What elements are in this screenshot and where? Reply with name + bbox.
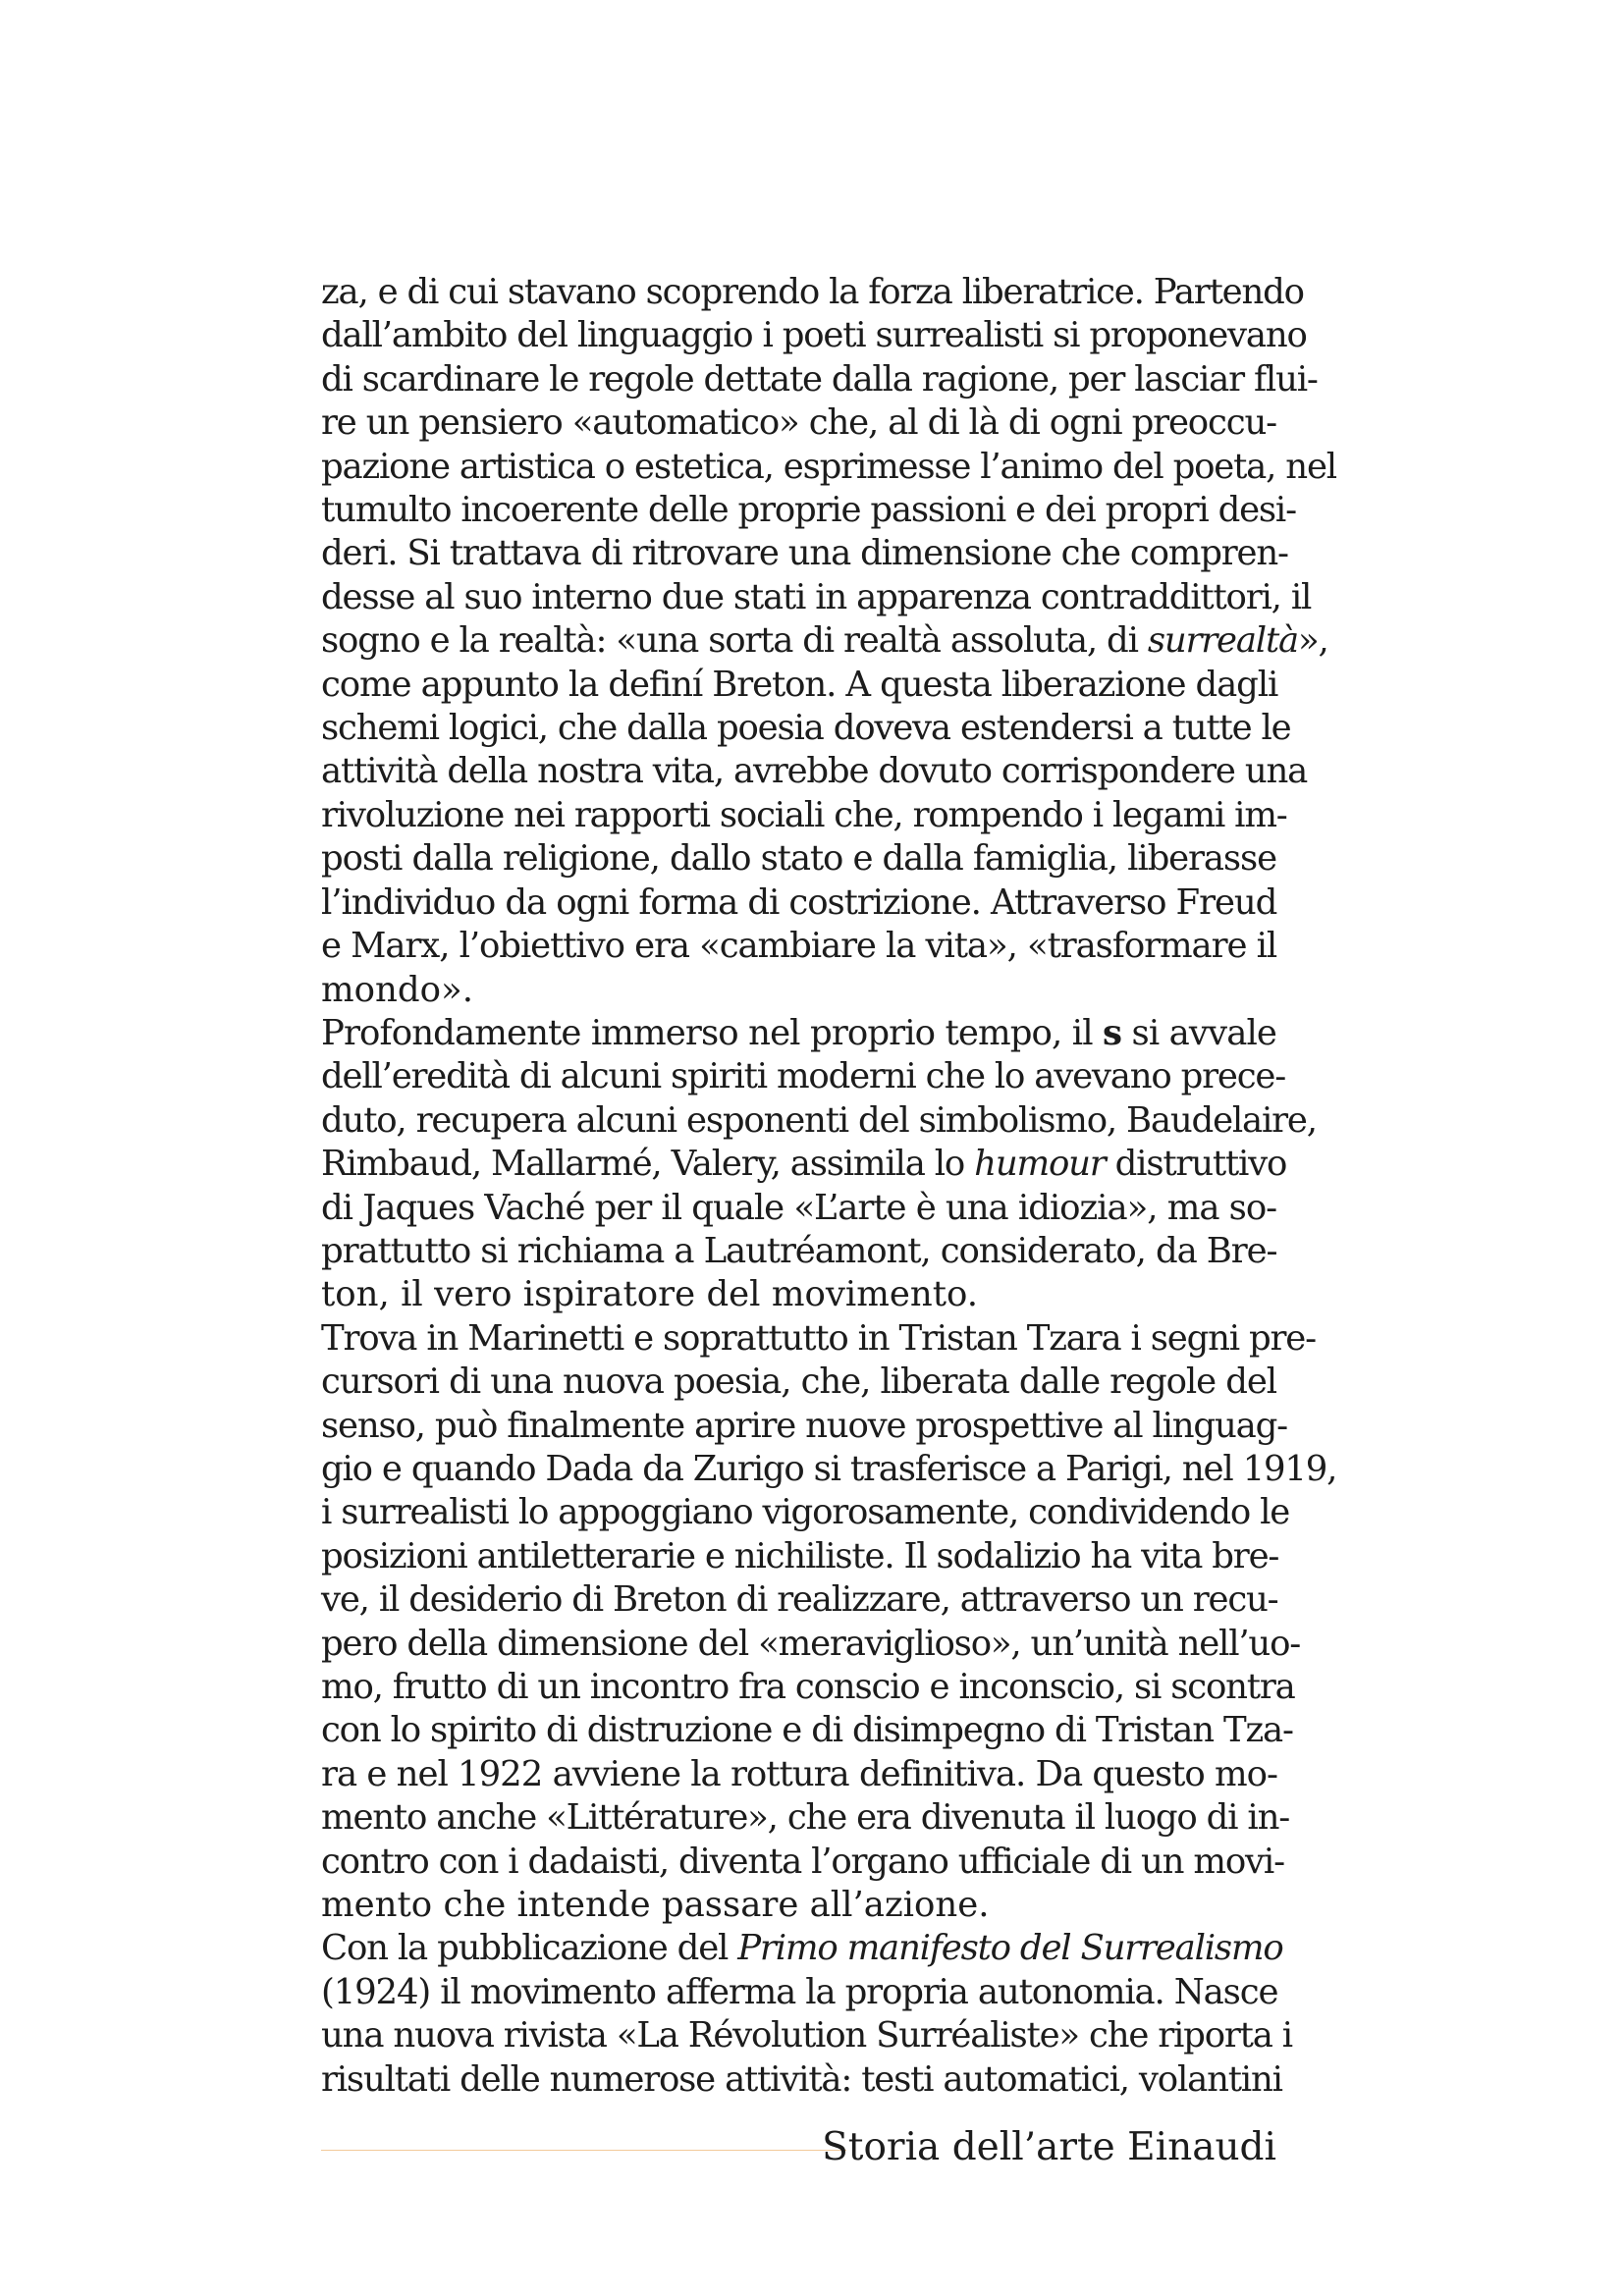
text-line: [321, 271, 1304, 314]
text-run: tumulto incoerente delle proprie passioni e dei propri desi-: [321, 490, 1296, 531]
text-line: [321, 1143, 1287, 1186]
text-run: mento anche «Littérature», che era divenuta il luogo di in-: [321, 1797, 1290, 1839]
text-line: [321, 1405, 1287, 1448]
text-run: Rimbaud, Mallarmé, Valery, assimila lo: [321, 1144, 975, 1185]
text-run: di scardinare le regole dettate dalla ragione, per lasciar flui-: [321, 358, 1318, 400]
text-line: [321, 707, 1291, 750]
text-line: [321, 1273, 1276, 1316]
text-run: pero della dimensione del «meraviglioso», un’unità nell’uo-: [321, 1623, 1301, 1664]
text-run: schemi logici, che dalla poesia doveva estendersi a tutte le: [321, 708, 1291, 749]
text-run: risultati delle numerose attività: testi automatici, volantini: [321, 2058, 1282, 2100]
text-line: [321, 925, 1276, 968]
italic-text: humour: [974, 1144, 1106, 1185]
footer-label: Storia dell’arte Einaudi: [822, 2125, 1276, 2169]
text-line: [321, 1230, 1276, 1273]
text-line: [321, 1099, 1317, 1143]
text-run: posizioni antiletterarie e nichiliste. Il sodalizio ha vita bre-: [321, 1535, 1279, 1576]
body-text: [321, 271, 1337, 2102]
text-run: desse al suo interno due stati in apparenza contraddittori, il: [321, 576, 1312, 617]
text-line: [321, 619, 1328, 663]
text-run: mo, frutto di un incontro fra conscio e inconscio, si scontra: [321, 1667, 1295, 1707]
text-run: ve, il desiderio di Breton di realizzare, attraverso un recu-: [321, 1579, 1278, 1621]
text-run: mondo».: [321, 969, 474, 1010]
text-line: [321, 1012, 1276, 1055]
text-run: attività della nostra vita, avrebbe dovuto corrispondere una: [321, 751, 1308, 792]
text-run: rivoluzione nei rapporti sociali che, rompendo i legami im-: [321, 794, 1287, 835]
text-line: [321, 1971, 1276, 2014]
text-line: [321, 2014, 1292, 2057]
text-line: [321, 532, 1288, 575]
text-run: »,: [1298, 620, 1328, 662]
text-run: l’individuo da ogni forma di costrizione. Attraverso Freud: [321, 881, 1277, 923]
text-run: una nuova rivista «La Révolution Surréaliste» che riporta i: [321, 2015, 1292, 2056]
text-run: si avvale: [1121, 1012, 1276, 1053]
text-run: distruttivo: [1105, 1144, 1287, 1185]
text-line: [321, 446, 1336, 489]
text-run: sogno e la realtà: «una sorta di realtà assoluta, di: [321, 620, 1148, 662]
bold-text: s: [1103, 1012, 1122, 1053]
text-line: [321, 1927, 1283, 1970]
text-line: [321, 1448, 1337, 1491]
text-line: [321, 664, 1276, 707]
text-run: cursori di una nuova poesia, che, liberata dalle regole del: [321, 1362, 1276, 1403]
text-run: ton, il vero ispiratore del movimento.: [321, 1274, 979, 1315]
text-run: deri. Si trattava di ritrovare una dimensione che compren-: [321, 533, 1288, 574]
text-line: [321, 1796, 1290, 1840]
text-run: posti dalla religione, dallo stato e dalla famiglia, liberasse: [321, 838, 1276, 880]
text-run: senso, può finalmente aprire nuove prospettive al linguag-: [321, 1405, 1287, 1446]
text-run: za, e di cui stavano scoprendo la forza liberatrice. Partendo: [321, 272, 1304, 312]
text-run: dall’ambito del linguaggio i poeti surrealisti si proponevano: [321, 315, 1307, 356]
text-line: [321, 1317, 1316, 1361]
text-run: prattutto si richiama a Lautréamont, considerato, da Bre-: [321, 1230, 1277, 1271]
text-run: contro con i dadaisti, diventa l’organo ufficiale di un movi-: [321, 1841, 1284, 1882]
text-run: i surrealisti lo appoggiano vigorosamente, condividendo le: [321, 1492, 1290, 1533]
text-line: [321, 969, 1276, 1012]
text-line: [321, 1666, 1295, 1709]
text-run: come appunto la definí Breton. A questa liberazione dagli: [321, 664, 1278, 705]
text-run: e Marx, l’obiettivo era «cambiare la vita», «trasformare il: [321, 926, 1277, 967]
text-line: [321, 1753, 1276, 1796]
text-line: [321, 1535, 1279, 1578]
text-line: [321, 1361, 1276, 1404]
text-run: Trova in Marinetti e soprattutto in Tristan Tzara i segni pre-: [321, 1317, 1316, 1359]
text-line: [321, 2058, 1282, 2102]
text-line: [321, 1055, 1286, 1098]
text-line: [321, 750, 1308, 793]
text-run: pazione artistica o estetica, esprimesse l’animo del poeta, nel: [321, 446, 1336, 487]
text-run: gio e quando Dada da Zurigo si trasferisce a Parigi, nel 1919,: [321, 1448, 1337, 1489]
text-line: [321, 1884, 1276, 1927]
text-run: mento che intende passare all’azione.: [321, 1885, 990, 1926]
italic-text: surrealtà: [1147, 620, 1298, 662]
text-line: [321, 1578, 1276, 1622]
text-line: [321, 314, 1307, 357]
text-run: Profondamente immerso nel proprio tempo, il: [321, 1012, 1104, 1053]
text-run: con lo spirito di distruzione e di disimpegno di Tristan Tza-: [321, 1710, 1293, 1751]
text-line: [321, 794, 1287, 837]
text-run: di Jaques Vaché per il quale «L’arte è una idiozia», ma so-: [321, 1187, 1277, 1228]
text-line: [321, 576, 1312, 619]
text-line: [321, 489, 1296, 532]
text-line: [321, 1841, 1284, 1884]
text-run: dell’eredità di alcuni spiriti moderni che lo avevano prece-: [321, 1056, 1286, 1097]
text-line: [321, 1187, 1276, 1230]
text-line: [321, 358, 1318, 401]
text-run: duto, recupera alcuni esponenti del simbolismo, Baudelaire,: [321, 1099, 1317, 1141]
text-run: re un pensiero «automatico» che, al di là di ogni preoccu-: [321, 402, 1276, 444]
text-line: [321, 837, 1276, 881]
text-run: (1924) il movimento afferma la propria autonomia. Nasce: [321, 1971, 1278, 2012]
footer-rule: [321, 2150, 846, 2151]
text-line: [321, 1491, 1290, 1534]
text-line: [321, 401, 1276, 445]
text-line: [321, 881, 1276, 925]
italic-text: Primo manifesto del Surrealismo: [737, 1928, 1283, 1969]
text-line: [321, 1623, 1301, 1666]
text-run: ra e nel 1922 avviene la rottura definitiva. Da questo mo-: [321, 1753, 1277, 1794]
text-line: [321, 1709, 1293, 1752]
text-run: Con la pubblicazione del: [321, 1928, 738, 1969]
